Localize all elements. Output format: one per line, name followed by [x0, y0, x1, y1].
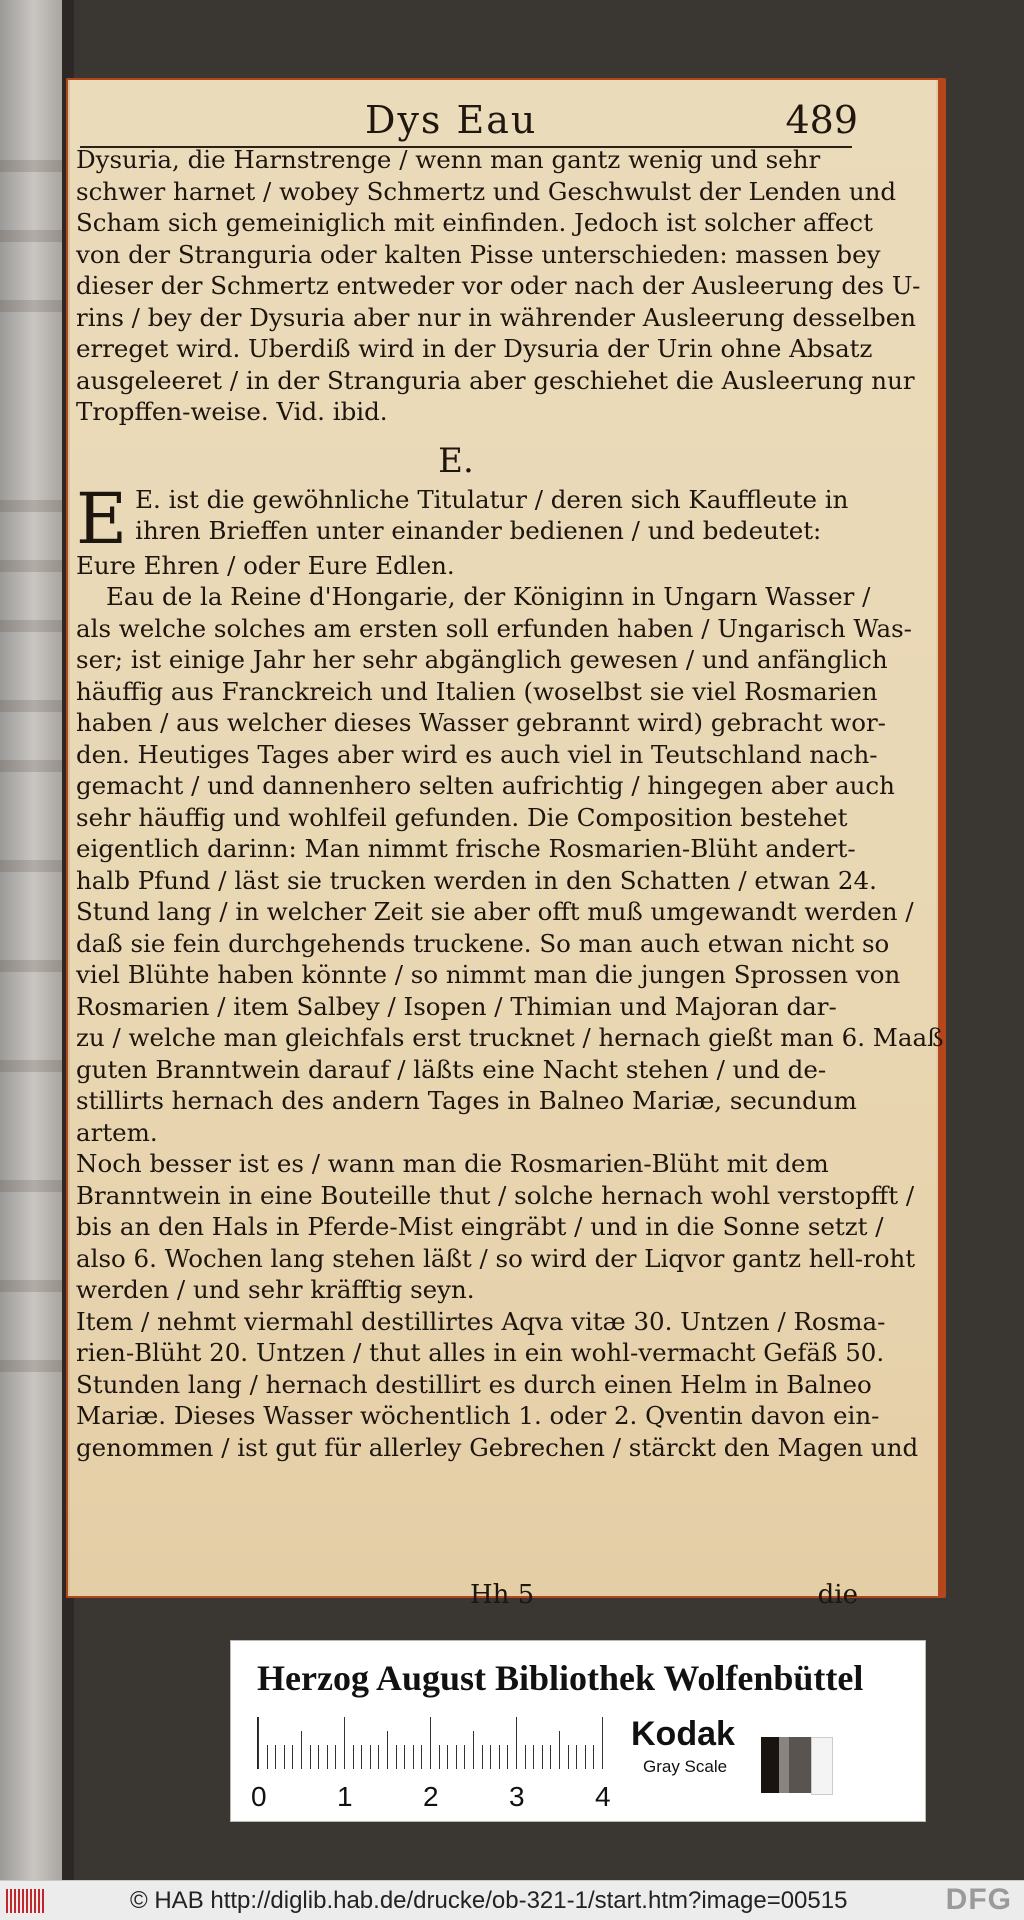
library-name: Herzog August Bibliothek Wolfenbüttel: [257, 1658, 864, 1698]
adjacent-page-strip: [0, 0, 62, 1880]
text-line: den. Heutiges Tages aber wird es auch viel in Teutschland nach-: [76, 739, 878, 769]
ruler-tick: [421, 1745, 422, 1769]
section-heading: E.: [438, 440, 474, 481]
gray-scale-label: Gray Scale: [643, 1757, 728, 1776]
text-line: viel Blühte haben könnte / so nimmt man die jungen Sprossen von: [76, 960, 901, 989]
ruler-tick: [447, 1745, 448, 1769]
ruler-tick: [507, 1745, 508, 1769]
text-line: Eau de la Reine d'Hongarie, der Königinn in Ungarn Wasser /: [106, 582, 871, 611]
text-line: von der Stranguria oder kalten Pisse unterschieden: massen bey: [76, 239, 881, 269]
text-line: schwer harnet / wobey Schmertz und Geschwulst der Lenden und: [76, 176, 897, 206]
ruler-tick: [318, 1745, 319, 1769]
ruler-tick: [378, 1745, 379, 1769]
ruler-tick: [542, 1745, 543, 1769]
page-number: 489: [785, 98, 858, 142]
ruler-tick: [473, 1731, 474, 1769]
text-line: ser; ist einige Jahr her sehr abgänglich gewesen / und anfänglich: [76, 645, 888, 674]
dfg-logo: DFG: [945, 1883, 1012, 1916]
text-line: haben / aus welcher dieses Wasser gebrannt wird) gebracht wor-: [76, 708, 886, 737]
text-line: Eure Ehren / oder Eure Edlen.: [76, 550, 455, 580]
ruler-tick: [413, 1745, 414, 1769]
scale-ruler: [257, 1717, 608, 1769]
text-line: guten Branntwein darauf / läßts eine Nacht stehen / und de-: [76, 1054, 827, 1084]
running-header: [80, 98, 858, 148]
ruler-tick: [327, 1745, 328, 1769]
ruler-tick: [464, 1745, 465, 1769]
ruler-tick: [439, 1745, 440, 1769]
ruler-tick: [602, 1717, 603, 1769]
ruler-tick: [456, 1745, 457, 1769]
text-line: stillirts hernach des andern Tages in Balneo Mariæ, secundum: [76, 1086, 857, 1115]
source-credit[interactable]: © HAB http://diglib.hab.de/drucke/ob-321-1/start.htm?image=00515: [130, 1887, 848, 1914]
text-line: Branntwein in eine Bouteille thut / solche hernach wohl verstopfft /: [76, 1180, 915, 1210]
body-text: [76, 144, 944, 1463]
ruler-tick: [404, 1745, 405, 1769]
text-line: zu / welche man gleichfals erst trucknet / hernach gießt man 6. Maaß: [76, 1023, 944, 1052]
text-line: dieser der Schmertz entweder vor oder nach der Ausleerung des U-: [76, 271, 921, 300]
text-line: Rosmarien / item Salbey / Isopen / Thimian und Majoran dar-: [76, 991, 837, 1021]
text-line: werden / und sehr kräfftig seyn.: [76, 1275, 475, 1304]
ruler-tick: [301, 1731, 302, 1769]
ruler-tick: [335, 1745, 336, 1769]
ruler-tick: [585, 1745, 586, 1769]
text-line: Item / nehmt viermahl destillirtes Aqva vitæ 30. Untzen / Rosma-: [76, 1306, 886, 1336]
ruler-tick: [258, 1717, 259, 1769]
ruler-tick: [275, 1745, 276, 1769]
ruler-tick: [533, 1745, 534, 1769]
catchword: die: [817, 1580, 858, 1610]
text-line: ihren Brieffen unter einander bedienen / und bedeutet:: [135, 516, 822, 545]
text-line: Noch besser ist es / wann man die Rosmarien-Blüht mit dem: [76, 1149, 829, 1178]
ruler-tick: [284, 1745, 285, 1769]
color-target-card: [230, 1640, 926, 1822]
text-line: Stunden lang / hernach destillirt es durch einen Helm in Balneo: [76, 1369, 872, 1399]
ruler-tick: [387, 1731, 388, 1769]
ruler-tick: [267, 1745, 268, 1769]
ruler-tick: [396, 1745, 397, 1769]
barcode-icon: [6, 1889, 46, 1913]
text-line: gemacht / und dannenhero selten aufrichtig / hingegen aber auch: [76, 771, 895, 800]
ruler-tick: [593, 1745, 594, 1769]
page-foot: [70, 1580, 858, 1614]
ruler-tick: [499, 1745, 500, 1769]
ruler-tick: [292, 1745, 293, 1769]
drop-cap: E: [76, 477, 128, 560]
ruler-tick: [559, 1731, 560, 1769]
text-line: Dysuria, die Harnstrenge / wenn man gantz wenig und sehr: [76, 145, 821, 174]
text-line: Tropffen-weise. Vid. ibid.: [76, 397, 388, 426]
dysuria-paragraph: [76, 144, 921, 428]
text-line: also 6. Wochen lang stehen läßt / so wird der Liqvor gantz hell-roht: [76, 1243, 916, 1273]
e-paragraph: [76, 477, 849, 582]
text-line: rins / bey der Dysuria aber nur in währender Ausleerung desselben: [76, 302, 917, 332]
text-line: bis an den Hals in Pferde-Mist eingräbt / und in die Sonne setzt /: [76, 1212, 884, 1241]
ruler-number: 3: [509, 1781, 525, 1812]
running-title: Dys Eau: [365, 98, 538, 142]
text-line: E. ist die gewöhnliche Titulatur / deren sich Kauffleute in: [135, 484, 849, 514]
ruler-tick: [482, 1745, 483, 1769]
text-line: eigentlich darinn: Man nimmt frische Rosmarien-Blüht andert-: [76, 834, 856, 863]
page-paper: [70, 80, 944, 1610]
ruler-number: 1: [337, 1781, 353, 1812]
ruler-number: 2: [423, 1781, 439, 1812]
signature-mark: Hh 5: [470, 1580, 535, 1610]
text-line: daß sie fein durchgehends truckene. So man auch etwan nicht so: [76, 928, 890, 958]
item-paragraph: [76, 1306, 919, 1464]
ruler-tick: [344, 1717, 345, 1769]
ruler-tick: [550, 1745, 551, 1769]
ruler-tick: [361, 1745, 362, 1769]
ruler-tick: [516, 1717, 517, 1769]
ruler-tick: [525, 1745, 526, 1769]
gray-patches: [761, 1737, 831, 1793]
text-line: ausgeleeret / in der Stranguria aber geschiehet die Ausleerung nur: [76, 365, 915, 395]
ruler-tick: [353, 1745, 354, 1769]
scanned-page: [66, 78, 944, 1610]
text-line: rien-Blüht 20. Untzen / thut alles in ein wohl-vermacht Gefäß 50.: [76, 1338, 885, 1367]
ruler-tick: [576, 1745, 577, 1769]
ruler-number: 0: [251, 1781, 267, 1812]
ruler-tick: [370, 1745, 371, 1769]
text-line: Scham sich gemeiniglich mit einfinden. Jedoch ist solcher affect: [76, 208, 873, 237]
eau-paragraph: [76, 581, 944, 1148]
text-line: halb Pfund / läst sie trucken werden in den Schatten / etwan 24.: [76, 865, 877, 895]
text-line: sehr häuffig und wohlfeil gefunden. Die Composition bestehet: [76, 802, 848, 832]
text-line: Mariæ. Dieses Wasser wöchentlich 1. oder 2. Qventin davon ein-: [76, 1401, 880, 1430]
text-line: häuffig aus Franckreich und Italien (woselbst sie viel Rosmarien: [76, 676, 878, 706]
text-line: Stund lang / in welcher Zeit sie aber offt muß umgewandt werden /: [76, 897, 914, 926]
ruler-tick: [568, 1745, 569, 1769]
kodak-logo: Kodak: [631, 1715, 735, 1753]
text-line: erreget wird. Uberdiß wird in der Dysuria der Urin ohne Absatz: [76, 334, 873, 363]
ruler-number: 4: [595, 1781, 611, 1812]
ruler-tick: [430, 1717, 431, 1769]
text-line: als welche solches am ersten soll erfunden haben / Ungarisch Was-: [76, 613, 912, 643]
noch-paragraph: [76, 1148, 916, 1306]
text-line: artem.: [76, 1117, 158, 1147]
ruler-tick: [490, 1745, 491, 1769]
ruler-tick: [310, 1745, 311, 1769]
viewer-footer: [0, 1880, 1024, 1920]
text-line: genommen / ist gut für allerley Gebrechen / stärckt den Magen und: [76, 1432, 919, 1462]
